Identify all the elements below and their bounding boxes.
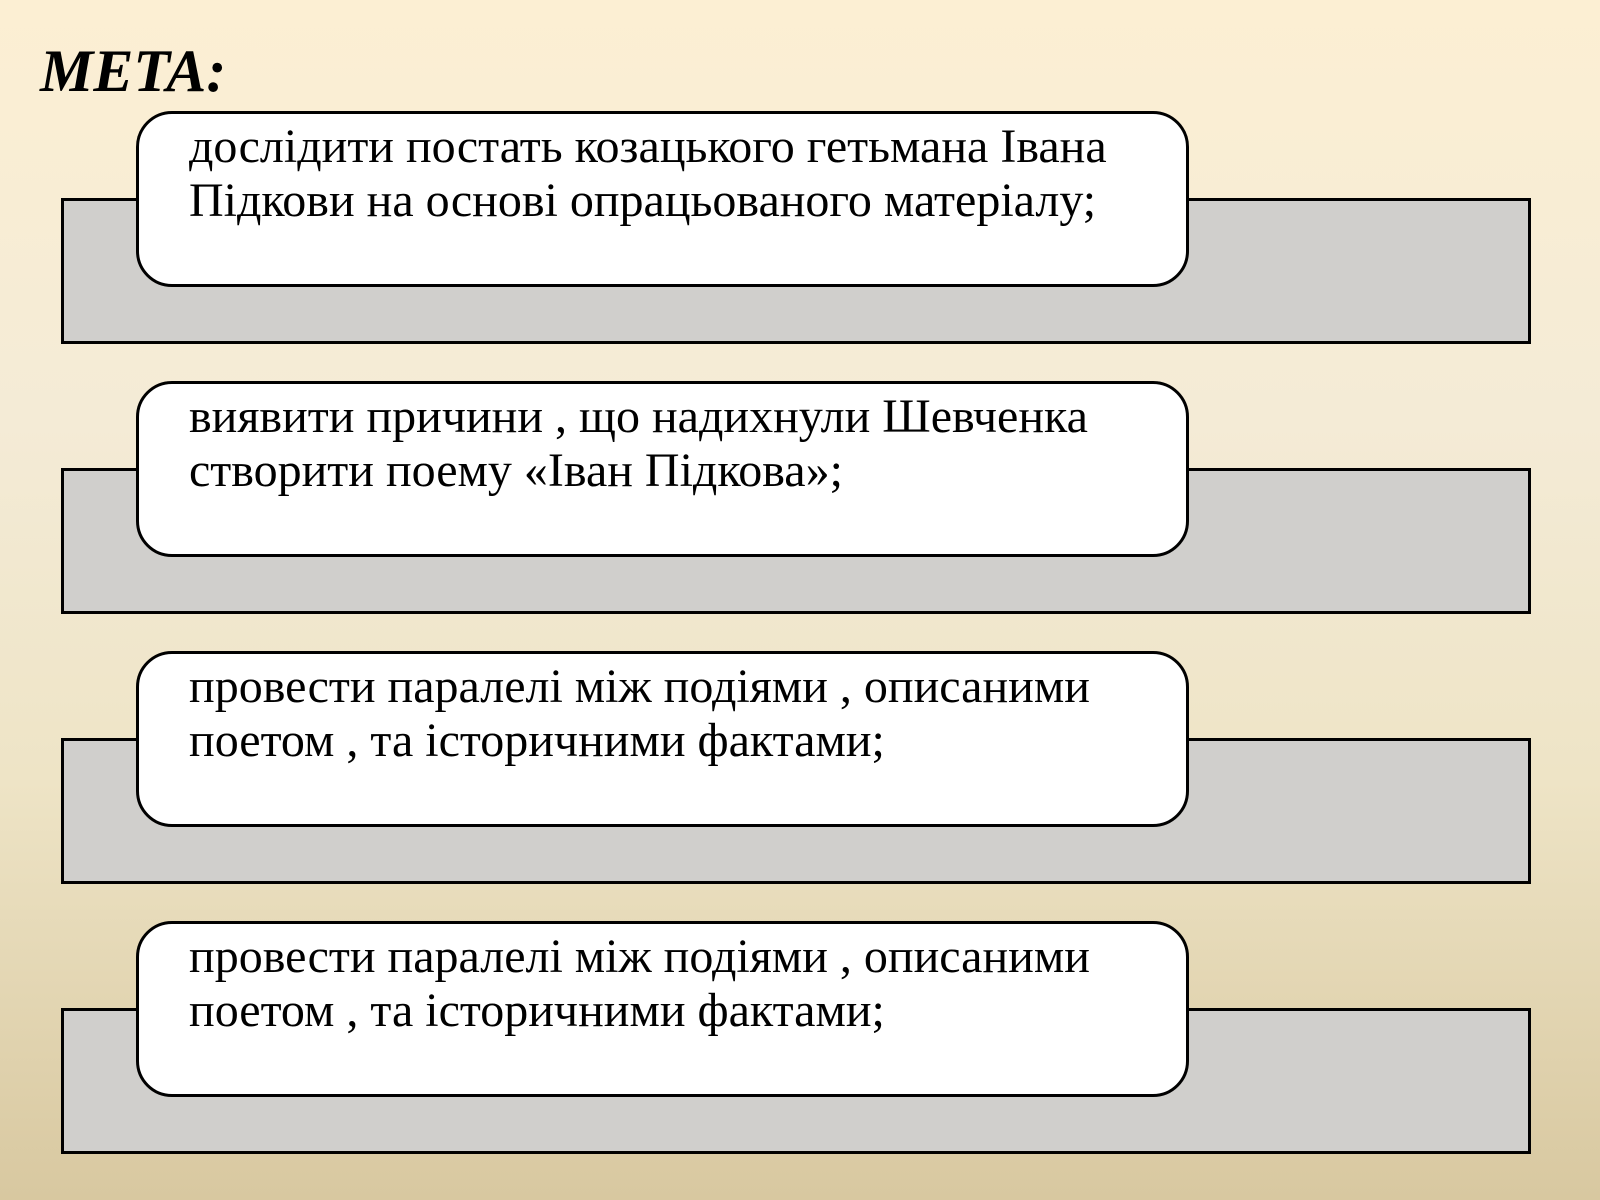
goal-card	[136, 651, 1189, 827]
goal-text: виявити причини , що надихнули Шевченка створити поему «Іван Підкова»;	[189, 390, 1088, 497]
goal-item-1	[0, 111, 1600, 351]
goal-card	[136, 921, 1189, 1097]
goal-item-4	[0, 921, 1600, 1161]
goal-text: провести паралелі між подіями , описаними поетом , та історичними фактами;	[189, 660, 1090, 767]
goal-card	[136, 381, 1189, 557]
goal-text: дослідити постать козацького гетьмана Івана Підкови на основі опрацьованого матеріалу;	[189, 120, 1107, 227]
goal-card	[136, 111, 1189, 287]
slide-title: МЕТА:	[40, 38, 227, 104]
goal-item-2	[0, 381, 1600, 621]
goal-text: провести паралелі між подіями , описаними поетом , та історичними фактами;	[189, 930, 1090, 1037]
goal-item-3	[0, 651, 1600, 891]
